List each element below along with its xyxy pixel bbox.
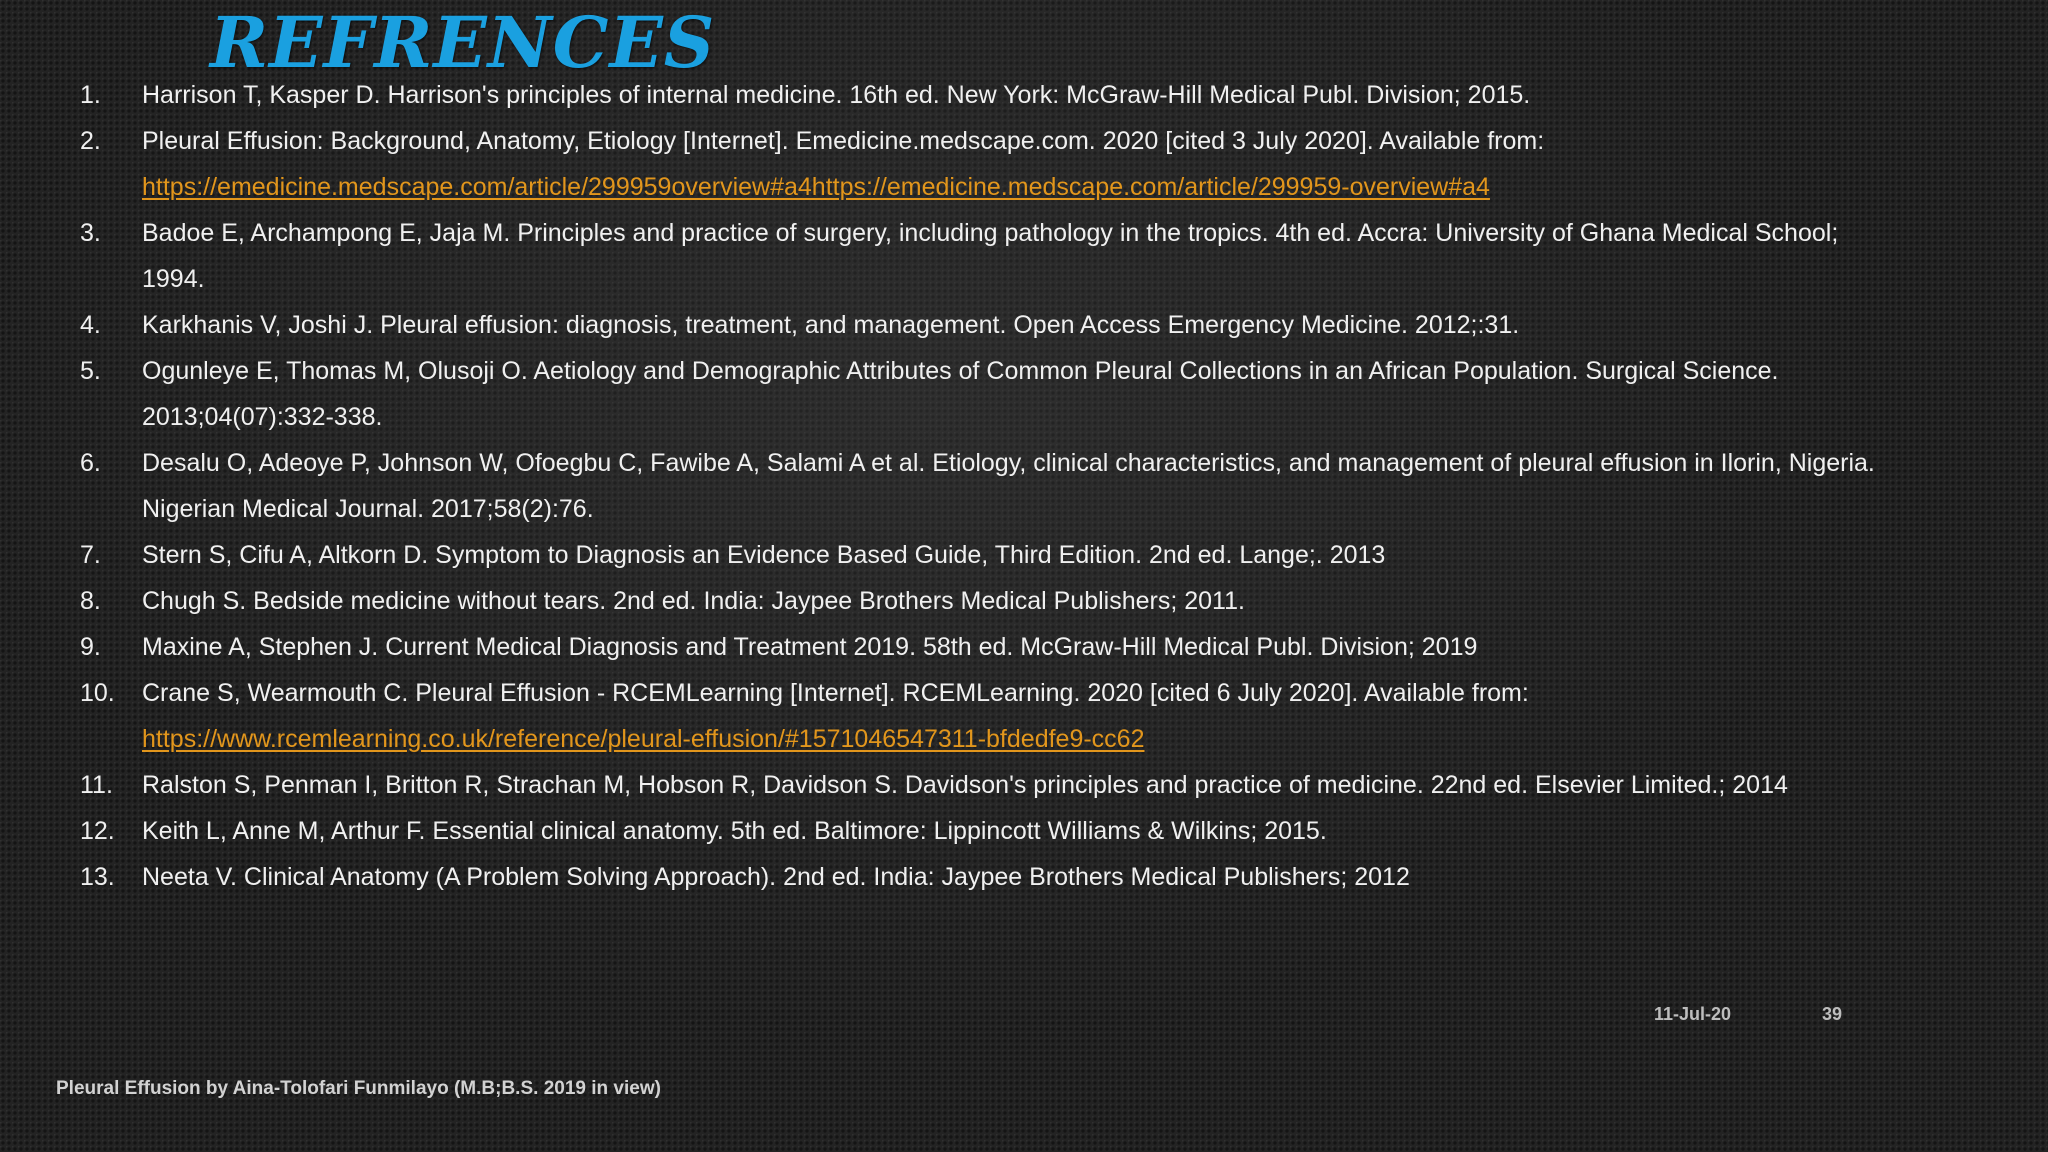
reference-text: Maxine A, Stephen J. Current Medical Diagnosis and Treatment 2019. 58th ed. McGraw-Hill Medical Publ. Division; 2019 <box>142 633 1478 661</box>
reference-number: 12. <box>80 817 115 845</box>
reference-item <box>80 624 1900 670</box>
reference-item <box>80 808 1900 854</box>
reference-number: 11. <box>80 771 113 799</box>
reference-text: Karkhanis V, Joshi J. Pleural effusion: diagnosis, treatment, and management. Open Access Emergency Medicine. 2012;:31. <box>142 311 1520 339</box>
reference-link[interactable]: https://emedicine.medscape.com/article/299959overview#a4https://emedicine.medscape.com/article/299959-overview#a4 <box>142 173 1490 201</box>
reference-item <box>80 578 1900 624</box>
footer-credit: Pleural Effusion by Aina-Tolofari Funmilayo (M.B;B.S. 2019 in view) <box>56 1078 661 1099</box>
reference-item <box>80 762 1900 808</box>
reference-text: Neeta V. Clinical Anatomy (A Problem Solving Approach). 2nd ed. India: Jaypee Brothers Medical Publishers; 2012 <box>142 863 1410 891</box>
reference-item <box>80 72 1900 118</box>
reference-text: Crane S, Wearmouth C. Pleural Effusion - RCEMLearning [Internet]. RCEMLearning. 2020 [cited 6 July 2020]. Available from: <box>142 679 1529 707</box>
reference-item <box>80 348 1900 440</box>
reference-text: Pleural Effusion: Background, Anatomy, Etiology [Internet]. Emedicine.medscape.com. 2020 [cited 3 July 2020]. Available from: <box>142 127 1545 155</box>
reference-number: 1. <box>80 81 101 109</box>
reference-text: Badoe E, Archampong E, Jaja M. Principles and practice of surgery, including pathology in the tropics. 4th ed. Accra: University of Ghana Medical School; 1994. <box>142 219 1839 293</box>
reference-number: 13. <box>80 863 115 891</box>
reference-link[interactable]: https://www.rcemlearning.co.uk/reference/pleural-effusion/#1571046547311-bfdedfe9-cc62 <box>142 725 1145 753</box>
reference-text: Desalu O, Adeoye P, Johnson W, Ofoegbu C, Fawibe A, Salami A et al. Etiology, clinical characteristics, and management of pleural effusion in Ilorin, Nigeria. Nigerian Medical Journal. 2017;58(2):76. <box>142 449 1875 523</box>
reference-item <box>80 302 1900 348</box>
reference-text: Ralston S, Penman I, Britton R, Strachan M, Hobson R, Davidson S. Davidson's principles and practice of medicine. 22nd ed. Elsevier Limited.; 2014 <box>142 771 1788 799</box>
reference-text: Keith L, Anne M, Arthur F. Essential clinical anatomy. 5th ed. Baltimore: Lippincott Williams & Wilkins; 2015. <box>142 817 1327 845</box>
slide-number: 39 <box>1822 1004 1843 1024</box>
slide-title: REFRENCES <box>210 1 716 84</box>
reference-text: Ogunleye E, Thomas M, Olusoji O. Aetiology and Demographic Attributes of Common Pleural Collections in an African Population. Surgical Science. 2013;04(07):332-338. <box>142 357 1779 431</box>
reference-item <box>80 118 1900 210</box>
reference-item <box>80 854 1900 900</box>
reference-item <box>80 532 1900 578</box>
reference-item <box>80 670 1900 762</box>
reference-number: 8. <box>80 587 101 615</box>
reference-item <box>80 440 1900 532</box>
reference-number: 10. <box>80 679 115 707</box>
reference-text: Harrison T, Kasper D. Harrison's principles of internal medicine. 16th ed. New York: McGraw-Hill Medical Publ. Division; 2015. <box>142 81 1531 109</box>
reference-number: 7. <box>80 541 101 569</box>
reference-number: 3. <box>80 219 101 247</box>
reference-item <box>80 210 1900 302</box>
footer-date: 11-Jul-20 <box>1654 1004 1732 1024</box>
reference-number: 5. <box>80 357 101 385</box>
reference-list <box>80 72 1900 900</box>
reference-number: 4. <box>80 311 101 339</box>
reference-number: 9. <box>80 633 101 661</box>
reference-number: 6. <box>80 449 101 477</box>
reference-number: 2. <box>80 127 101 155</box>
reference-text: Stern S, Cifu A, Altkorn D. Symptom to Diagnosis an Evidence Based Guide, Third Edition. 2nd ed. Lange;. 2013 <box>142 541 1386 569</box>
reference-text: Chugh S. Bedside medicine without tears. 2nd ed. India: Jaypee Brothers Medical Publishers; 2011. <box>142 587 1245 615</box>
